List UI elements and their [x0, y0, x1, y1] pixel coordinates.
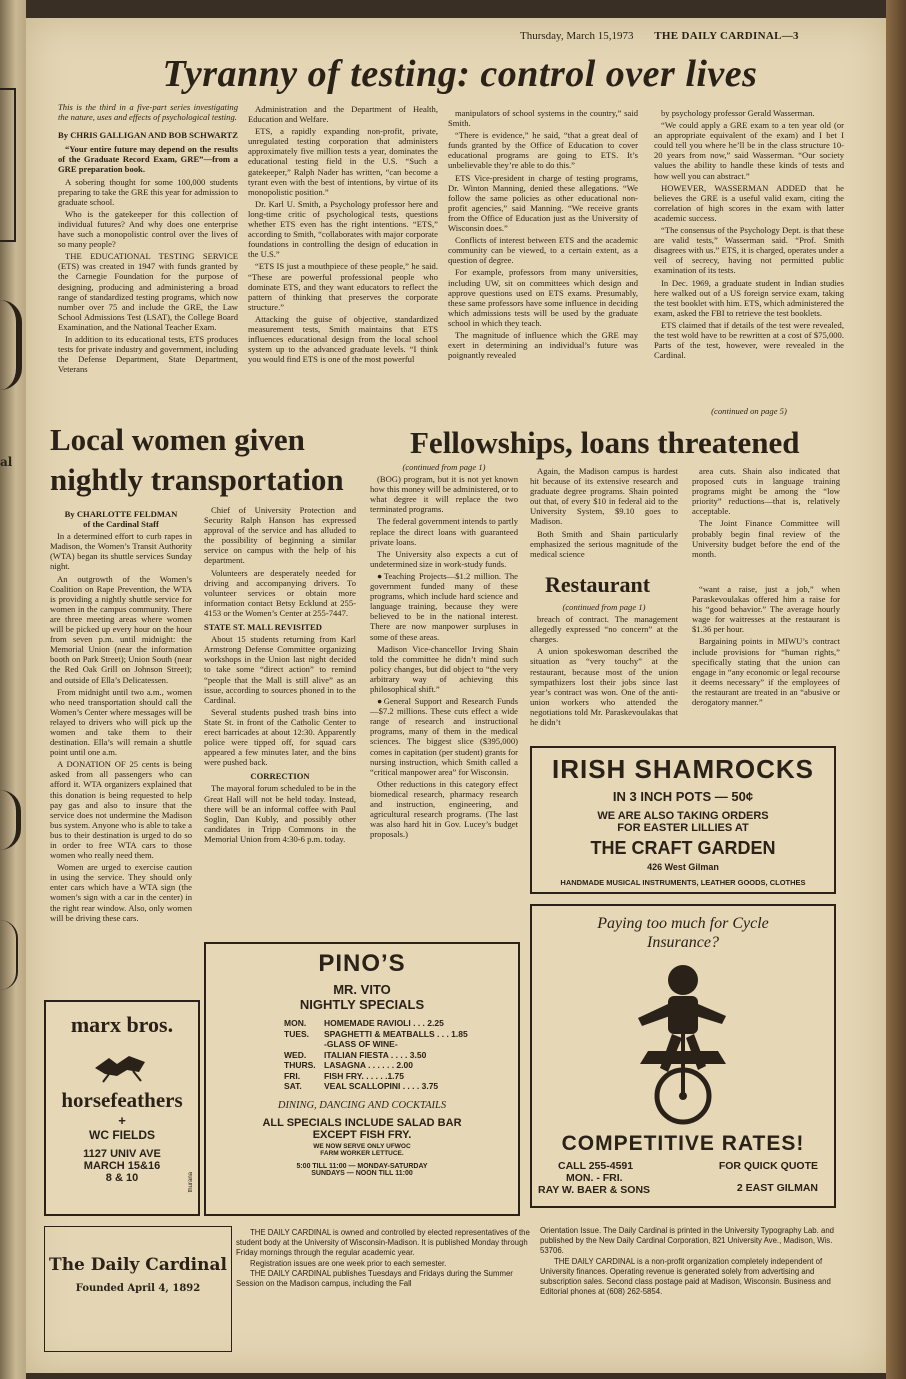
- publication-page: THE DAILY CARDINAL—3: [654, 30, 799, 42]
- cycle-hours: MON. - FRI.: [566, 1172, 623, 1184]
- women-headline-line1: Local women given: [50, 422, 305, 457]
- binding-edge: [886, 0, 906, 1379]
- paragraph: The magnitude of influence which the GRE may exert in determining an individual’s future was poignantly revealed: [448, 329, 638, 361]
- continued-note: (continued on page 5): [711, 406, 787, 416]
- paragraph: Conflicts of interest between ETS and the academic community can be viewed, to a certain extent, as a question of degree.: [448, 235, 638, 266]
- menu-row: MON. HOMEMADE RAVIOLI . . . 2.25: [284, 1018, 444, 1028]
- marx-side-credit: thurana: [188, 1172, 194, 1193]
- paragraph: “There is evidence,” he said, “that a great deal of funds granted by the Office of Education to cover educational programs are going to ETS. It’s unbelievable they’re able to do this.”: [448, 130, 638, 171]
- continued-from-note: (continued from page 1): [402, 462, 486, 472]
- paragraph: “We could apply a GRE exam to a ten year old (or an appropriate equivalent of the exam) and I bet I could tell you where he’ll be in the class structure 10-20 years from now,” said Wasserman. “Our society values the ability to handle these kinds of tests and how well you can abstract.”: [654, 120, 844, 181]
- main-headline: Tyranny of testing: control over lives: [162, 53, 758, 95]
- cycle-agent: RAY W. BAER & SONS: [538, 1184, 651, 1196]
- paragraph: “want a raise, just a job,” when Paraskevoulakas offered him a raise for his “good behavior.” The average hourly wage for waitresses at the restaurant is $1.36 per hour.: [692, 584, 840, 635]
- women-story-col2: [204, 505, 356, 937]
- paragraph: From midnight until two a.m., women who need transportation should call the Women’s Center where messages will be relayed to drivers who will pick up the women and take them to their destination. Ella’s will remain a shuttle point until one a.m.: [50, 686, 192, 758]
- continued-from-note: (continued from page 1): [562, 602, 646, 612]
- cycle-ad-headline: Paying too much for Cycle Insurance?: [597, 915, 769, 951]
- edge-curve-fragment: [0, 920, 18, 990]
- paragraph: Other reductions in this category effect biomedical research, pharmacy research and instruction, engineering, and agricultural research programs. (The last was also hard hit in Gov. Lucey’s budget proposals.): [370, 778, 518, 840]
- running-header: [520, 30, 799, 42]
- paragraph: ●General Support and Research Funds—$7.2 millions. These cuts effect a wide range of research and instructional programs, many of them in the medical sciences. The biggest slice ($395,000) comes in capitation (per student) grants for nursing instruction, which Smith called a “critical manpower area” for Wisconsin.: [370, 696, 518, 777]
- paragraph: A sobering thought for some 100,000 students preparing to take the GRE this year for admission to graduate school.: [58, 176, 238, 207]
- paragraph: breach of contract. The management allegedly expressed “no concern” at the charges.: [530, 614, 678, 645]
- horsefeathers-title: horsefeathers: [61, 1088, 183, 1112]
- paragraph: An outgrowth of the Women’s Coalition on Rape Prevention, the WTA is providing a nightly shuttle service for women in the campus community. There are three meeting areas where women will be picked up every hour on the hour from seven p.m. until midnight: the Memorial Union (near the information booth on Park Street); Union South (near the Red Oak Grill on Johnson Street); and outside of Ella’s Delicatessen.: [50, 573, 192, 685]
- marx-address: 1127 UNIV AVE: [83, 1148, 161, 1160]
- series-intro: This is the third in a five-part series investigating the nature, uses and effects of psychological testing.: [58, 102, 238, 123]
- shamrocks-orders: WE ARE ALSO TAKING ORDERS: [597, 810, 769, 822]
- masthead-box: [44, 1226, 232, 1352]
- cycle-insurance-ad: [530, 904, 836, 1208]
- pinos-except: EXCEPT FISH FRY.: [312, 1128, 412, 1141]
- women-byline: By CHARLOTTE FELDMAN: [64, 509, 178, 519]
- paragraph: A DONATION OF 25 cents is being asked from all passengers who can afford it. WTA organizers explained that this donation is being requested to help pay gas and also to insure that the service does not undermine the Madison bus system. Anyone who is able to take a bus to their destination is urged to do so in order to free WTA cars to those women who really need them.: [50, 759, 192, 861]
- pinos-nightly: NIGHTLY SPECIALS: [299, 997, 425, 1012]
- menu-row: THURS. LASAGNA . . . . . . 2.00: [284, 1060, 413, 1070]
- masthead-paragraph: THE DAILY CARDINAL is a non-profit organization completely independent of University finances. Operating revenue is generated solely from advertising and subscription sales. Second class postage paid at Madison, Wisconsin. Business and Editorial phones at (608) 262-5854.: [540, 1256, 831, 1297]
- pinos-hours-week: 5:00 TILL 11:00 — MONDAY-SATURDAY: [296, 1162, 428, 1170]
- paragraph: The mayoral forum scheduled to be in the Great Hall will not be held today. Instead, there will be an informal coffee with Paul Soglin, Dan Kubly, and possibly other candidates in Tripp Commons in the Memorial Union from 4:30-6 p.m. today.: [204, 783, 356, 844]
- paragraph: Bargaining points in MIWU’s contract include provisions for “human rights,” specifically stating that the union can engage in “any economic or legal recourse it deems necessary” if the employees of the restaurant are treated in an “abusive or derogatory manner.”: [692, 636, 840, 708]
- shamrocks-ad: [530, 746, 836, 894]
- fellowships-col2: [530, 466, 678, 570]
- paragraph: A union spokeswoman described the situation as “very touchy” at the restaurant, because most of the union sympathizers lost their jobs since last year’s contract was won. One of the anti-union workers who attended the negotiations told Mr. Paraskevoulakas that he didn’t: [530, 646, 678, 728]
- cycle-address: 2 EAST GILMAN: [736, 1182, 818, 1194]
- craft-garden-name: THE CRAFT GARDEN: [590, 838, 776, 858]
- cycle-contact-row: [532, 1156, 834, 1196]
- paragraph: “The consensus of the Psychology Dept. is that these are valid tests,” Wasserman said. “Prof. Smith disagrees with us.” ETS, it is charged, operates under a veil of secrecy, having not permitted public examination of its tests.: [654, 225, 844, 276]
- previous-page-edge: [0, 0, 26, 1379]
- menu-row: FRI. FISH FRY. . . . . .1.75: [284, 1070, 404, 1081]
- paragraph: Both Smith and Shain particularly emphasized the serious magnitude of the medical science: [530, 528, 678, 559]
- continued-note-box: [654, 406, 844, 418]
- shamrocks-title: IRISH SHAMROCKS: [551, 754, 814, 784]
- paragraph: ETS Vice-president in charge of testing programs, Dr. Winton Manning, denied these allegations. “We follow the same policies as other educational non-profit agencies,” said Manning. “We receive grants from the Office of Education just as the University of Wisconsin does.”: [448, 172, 638, 234]
- marx-plus: +: [118, 1113, 126, 1128]
- paragraph: The University also expects a cut of undetermined size in work-study funds.: [370, 548, 518, 569]
- main-story-col3: [448, 108, 638, 420]
- paragraph: In addition to its educational tests, ETS produces tests for private industry and government, including the Defense Department, State Department, Veterans: [58, 333, 238, 375]
- paragraph: “ETS IS just a mouthpiece of these people,” he said. “These are powerful professional people who dominate ETS, and they want educators to reflect the pattern of thinking that preserves the corporate structure.”: [248, 261, 438, 312]
- paragraph: Madison Vice-chancellor Irving Shain told the committee he didn’t mind such policy changes, but did object to “the very arbitrary way of achieving this philosophical shift.”: [370, 643, 518, 694]
- main-story-col4: [654, 108, 844, 404]
- masthead-text-right: [540, 1226, 836, 1352]
- pinos-dining: DINING, DANCING AND COCKTAILS: [277, 1099, 447, 1111]
- women-story-col1: [50, 505, 192, 993]
- paragraph: THE EDUCATIONAL TESTING SERVICE (ETS) was created in 1947 with funds granted by the Carnegie Foundation for the purpose of designing, producing and administering a broad range of standardized testing programs, which now number over 75 and include the GRE, the Law School Admissions Test (LSAT), the College Board Examination, and the National Teacher Exam.: [58, 251, 238, 332]
- women-headline: [50, 420, 370, 500]
- restaurant-col1: [530, 602, 678, 742]
- pinos-hours-sunday: SUNDAYS — NOON TILL 11:00: [311, 1169, 413, 1177]
- mall-subhead: STATE ST. MALL REVISITED: [204, 622, 322, 633]
- paragraph: Chief of University Protection and Security Ralph Hanson has expressed approval of the service and has alluded to the possibility of beginning a similar service on campus with the help of his department.: [204, 505, 356, 566]
- craft-garden-goods: HANDMADE MUSICAL INSTRUMENTS, LEATHER GOODS, CLOTHES: [560, 878, 806, 887]
- motorcycle-rider-illustration: [608, 956, 758, 1126]
- masthead-paragraph: Registration issues are one week prior to each semester.: [250, 1258, 447, 1268]
- cycle-phone: CALL 255-4591: [558, 1160, 634, 1172]
- menu-row: WED. ITALIAN FIESTA . . . . 3.50: [284, 1049, 427, 1060]
- women-byline-staff: of the Cardinal Staff: [83, 519, 159, 530]
- paragraph: The Joint Finance Committee will probably begin final review of the University budget before the end of the month.: [692, 518, 840, 559]
- paragraph: Several students pushed trash bins into State St. in front of the Catholic Center to erect barricades at about 12:30. Apparently police were tipped off, for squad cars appeared a few minutes later, and the bins were pushed back.: [204, 706, 356, 768]
- paragraph: HOWEVER, WASSERMAN ADDED that he believes the GRE is a useful valid exam, citing the correlation of high scores in the exam with latter academic success.: [654, 182, 844, 223]
- women-headline-line2: nightly transportation: [50, 462, 344, 497]
- pinos-menu: [284, 1018, 518, 1092]
- paragraph: Who is the gatekeeper for this collection of individual futures? And why does one enterprise have such a monopolistic control over the lives of so many people?: [58, 208, 238, 250]
- correction-subhead: CORRECTION: [250, 771, 310, 782]
- menu-row: -GLASS OF WINE-: [324, 1039, 398, 1049]
- edge-ornament-fragment: [0, 790, 21, 850]
- main-byline: By CHRIS GALLIGAN AND BOB SCHWARTZ: [58, 130, 238, 141]
- cycle-quote: FOR QUICK QUOTE: [718, 1160, 818, 1172]
- marx-dates: MARCH 15&16: [83, 1160, 161, 1172]
- paragraph: The federal government intends to partly replace the direct loans with guaranteed private loans.: [370, 516, 518, 547]
- masthead-text-left: [236, 1228, 532, 1352]
- fellowships-headline: Fellowships, loans threatened: [410, 425, 800, 460]
- paragraph: For example, professors from many universities, including UW, sit on committees which design and approve questions used on ETS exams. Presumably, these same professors have some influence in deciding which admissions tests will be used by the graduate school in which they teach.: [448, 267, 638, 328]
- paragraph: ETS, a rapidly expanding non-profit, private, unregulated testing corporation that administers approximately five million tests a year, dominates the educational testing field in the U.S. “Such a gatekeeper,” Ralph Nader has written, “can become a tyrant even with the best of intentions, by virtue of its monopolistic position.”: [248, 126, 438, 197]
- paragraph: Women are urged to exercise caution in using the service. They should only enter cars which have a WTA sign (the women’s sign with a car in the center) in the right rear window. Also, only women will be driving these cars.: [50, 862, 192, 923]
- paragraph: Attacking the guise of objective, standardized measurement tests, Smith maintains that ETS influences educational design from the local school system up to the advanced graduate levels. “I think you would find ETS is one of the most powerful: [248, 313, 438, 365]
- marx-bros-title: marx bros.: [70, 1012, 174, 1037]
- paragraph: In a determined effort to curb rapes in Madison, the Women’s Transit Authority (WTA) began its shuttle services Sunday night.: [50, 531, 192, 572]
- pinos-salad-bar: ALL SPECIALS INCLUDE SALAD BAR: [262, 1116, 462, 1129]
- paragraph: About 15 students returning from Karl Armstrong Defense Committee organizing workshops in the Union last night decided to take some “direct action” to remind “people that the Mall is still alive” as an issue, according to sources phoned in to the Cardinal.: [204, 634, 356, 705]
- issue-date: Thursday, March 15,1973: [520, 30, 634, 42]
- paragraph: “Your entire future may depend on the results of the Graduate Record Exam, GRE”—from a GRE preparation book.: [58, 144, 238, 175]
- edge-text-fragment: al: [0, 455, 13, 469]
- paragraph: manipulators of school systems in the country,” said Smith.: [448, 108, 638, 129]
- menu-row: TUES. SPAGHETTI & MEATBALLS . . . 1.85: [284, 1028, 468, 1039]
- masthead-founded: Founded April 4, 1892: [75, 1283, 201, 1294]
- menu-row: SAT. VEAL SCALLOPINI . . . . 3.75: [284, 1081, 439, 1091]
- main-story-col2: [248, 104, 438, 420]
- craft-garden-address: 426 West Gilman: [647, 862, 719, 872]
- pinos-name: PINO’S: [318, 950, 406, 977]
- paragraph: Dr. Karl U. Smith, a Psychology professor here and long-time critic of psychological tests, questions whether ETS even has the right intentions. “ETS,” according to Smith, “collaborates with major corporate foundations in controlling the design of education in the U.S.”: [248, 198, 438, 260]
- paragraph: Again, the Madison campus is hardest hit because of its extensive research and graduate degree programs. Shain pointed out that, of every $10 in federal aid to the University System, $9.10 goes to Madison.: [530, 466, 678, 527]
- fellowships-col3: [692, 466, 840, 570]
- pinos-ad: [204, 942, 520, 1216]
- paragraph: In Dec. 1969, a graduate student in Indian studies here walked out of a US foreign service exam, taking the test booklet with him. ETS, which administered the exam, asked the FBI to retrieve the test booklets.: [654, 277, 844, 318]
- marx-times: 8 & 10: [105, 1172, 139, 1184]
- marx-bros-ad: [44, 1000, 200, 1216]
- pinos-mr-vito: MR. VITO: [333, 982, 391, 997]
- paragraph: Administration and the Department of Health, Education and Welfare.: [248, 104, 438, 125]
- edge-letter-fragment: [0, 300, 22, 390]
- pinos-lettuce: FARM WORKER LETTUCE.: [320, 1149, 404, 1157]
- restaurant-headline: Restaurant: [545, 572, 651, 597]
- wc-fields: WC FIELDS: [89, 1128, 155, 1142]
- masthead-name: The Daily Cardinal: [49, 1255, 227, 1275]
- paragraph: (BOG) program, but it is not yet known how this money will be administered, or to what degree it will replace the two terminated programs.: [370, 474, 518, 515]
- shamrocks-pots: IN 3 INCH POTS — 50¢: [612, 789, 754, 804]
- paragraph: area cuts. Shain also indicated that proposed cuts in language training programs might be among the “low priority” reductions—that is, relatively acceptable.: [692, 466, 840, 517]
- paragraph: ●Teaching Projects—$1.2 million. The government funded many of these programs, which include hard science and language training, because they were believed to be in the national interest. There are now manpower surpluses in some of these areas.: [370, 570, 518, 642]
- pinos-ufwoc: WE NOW SERVE ONLY UFWOC: [313, 1142, 411, 1150]
- horse-illustration: [87, 1044, 157, 1084]
- main-story-col1: [58, 102, 238, 420]
- masthead-paragraph: Orientation Issue. The Daily Cardinal is printed in the University Typography Lab. and published by the New Daily Cardinal Corporation, 821 University Ave., Madison, Wis. 53706.: [540, 1226, 834, 1256]
- shamrocks-lillies: FOR EASTER LILLIES AT: [617, 822, 749, 834]
- fellowships-col1: [370, 462, 518, 932]
- paragraph: Volunteers are desperately needed for driving and accompanying drivers. To volunteer services or obtain more information contact Betsy Ecklund at 255-4153 or the Women’s Center at 255-7447.: [204, 567, 356, 618]
- cycle-rates: COMPETITIVE RATES!: [561, 1132, 805, 1155]
- edge-ad-border: [0, 88, 16, 242]
- paragraph: ETS claimed that if details of the test were revealed, the test wold have to be rewritten at a cost of $75,000. Parts of the test, however, were revealed in the Cardinal.: [654, 319, 844, 361]
- restaurant-col2: [692, 584, 840, 740]
- masthead-paragraph: THE DAILY CARDINAL is owned and controlled by elected representatives of the student body at the University of Wisconsin-Madison. It is published Monday through Friday mornings through the regular academic year.: [236, 1228, 530, 1258]
- masthead-paragraph: THE DAILY CARDINAL publishes Tuesdays and Fridays during the Summer Session on the Madison campus, including the Fall: [236, 1268, 513, 1289]
- paragraph: by psychology professor Gerald Wasserman.: [661, 108, 815, 118]
